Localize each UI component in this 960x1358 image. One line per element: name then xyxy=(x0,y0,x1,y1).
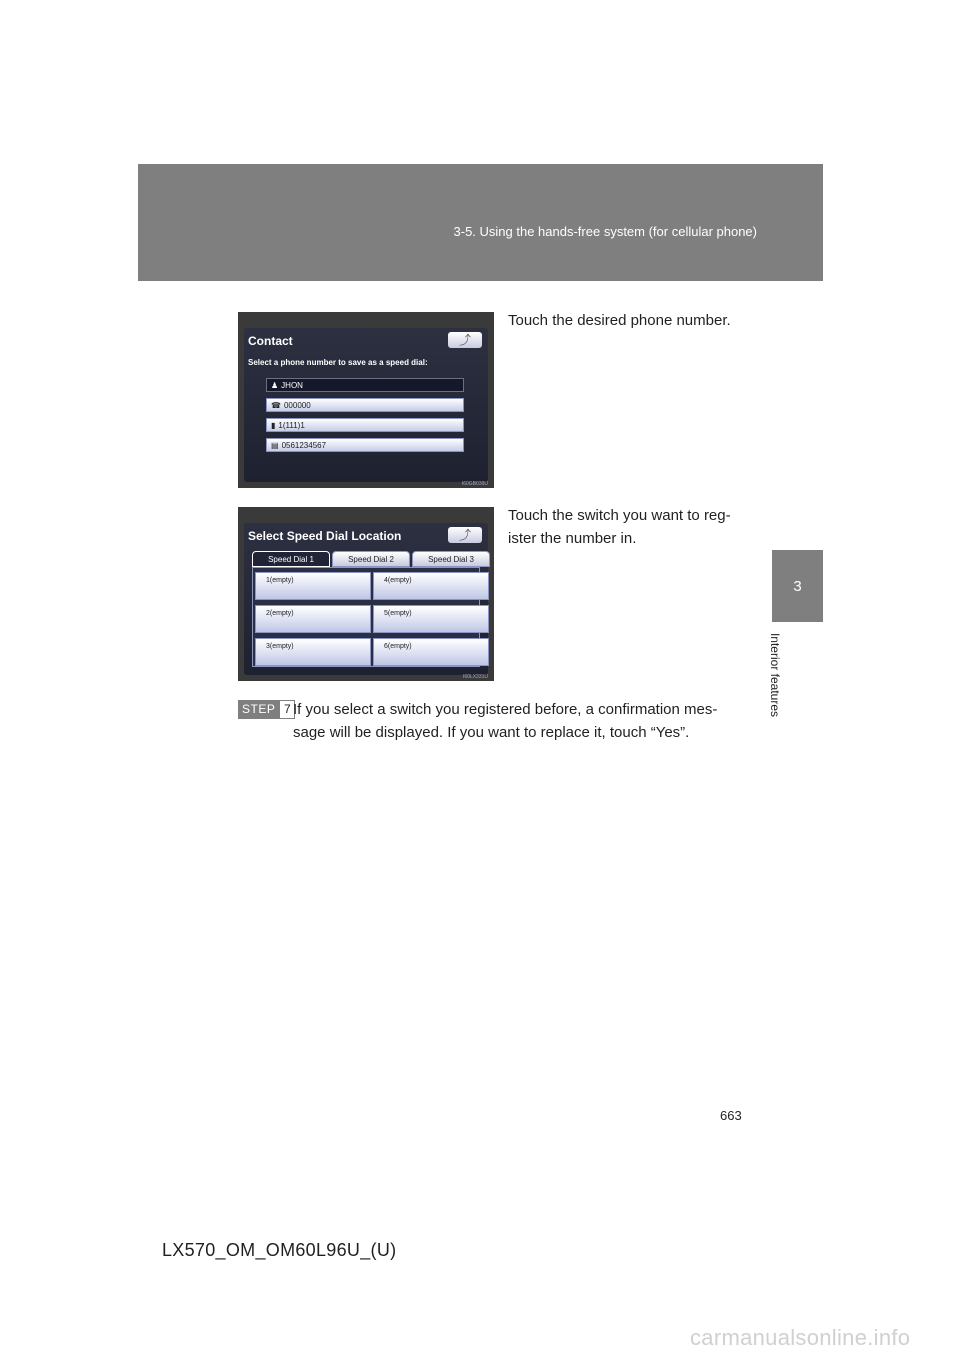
chapter-number: 3 xyxy=(793,578,802,595)
document-code: LX570_OM_OM60L96U_(U) xyxy=(162,1240,397,1260)
back-arrow-icon[interactable]: ⤴ xyxy=(448,527,482,543)
page-number: 663 xyxy=(720,1108,742,1123)
speed-dial-button-2[interactable]: 2(empty) xyxy=(255,605,371,633)
contact-name-row[interactable] xyxy=(266,378,464,392)
text-line: ister the number in. xyxy=(508,530,637,547)
speed-dial-button-1[interactable]: 1(empty) xyxy=(255,572,371,600)
screen-frame xyxy=(244,328,488,482)
step-6-text xyxy=(508,504,731,550)
phone-number-row[interactable] xyxy=(266,418,464,432)
site-watermark[interactable]: carmanualsonline.info xyxy=(690,1325,911,1350)
chapter-label: Interior features xyxy=(768,632,782,718)
speed-dial-screen-image xyxy=(238,507,494,681)
section-title: 3-5. Using the hands-free system (for cellular phone) xyxy=(453,224,757,239)
tab-speed-dial-2[interactable]: Speed Dial 2 xyxy=(332,551,410,567)
row-label: JHON xyxy=(281,381,303,390)
phone-number-row[interactable] xyxy=(266,398,464,412)
step-word: STEP xyxy=(242,702,276,716)
screen-frame xyxy=(244,523,488,675)
row-label: 1(111)1 xyxy=(278,421,305,430)
phone-number-row[interactable] xyxy=(266,438,464,452)
step-7-text xyxy=(293,698,717,744)
person-icon: ♟ xyxy=(271,381,279,390)
other-phone-icon: ▤ xyxy=(271,441,279,450)
speed-dial-panel xyxy=(252,567,480,667)
speed-dial-button-5[interactable]: 5(empty) xyxy=(373,605,489,633)
contact-screen-image xyxy=(238,312,494,488)
row-label: 0561234567 xyxy=(281,441,327,450)
mobile-phone-icon: ▮ xyxy=(271,421,276,430)
text-line: sage will be displayed. If you want to replace it, touch “Yes”. xyxy=(293,724,690,741)
speed-dial-button-3[interactable]: 3(empty) xyxy=(255,638,371,666)
text-line: If you select a switch you registered before, a confirmation mes- xyxy=(293,701,718,718)
step-7-badge xyxy=(238,700,295,719)
image-code: I60GB039U xyxy=(461,481,488,487)
step-number: 7 xyxy=(280,701,294,718)
screen-title: Select Speed Dial Location xyxy=(248,529,402,543)
screen-title: Contact xyxy=(248,334,293,348)
home-phone-icon: ☎ xyxy=(271,401,281,410)
row-label: 000000 xyxy=(283,401,311,410)
step-5-text: Touch the desired phone number. xyxy=(508,312,731,329)
back-arrow-icon[interactable]: ⤴ xyxy=(448,332,482,348)
screen-prompt: Select a phone number to save as a speed dial: xyxy=(248,358,428,367)
speed-dial-button-6[interactable]: 6(empty) xyxy=(373,638,489,666)
speed-dial-button-4[interactable]: 4(empty) xyxy=(373,572,489,600)
tab-speed-dial-1[interactable]: Speed Dial 1 xyxy=(252,551,330,567)
image-code: I60LX331U xyxy=(462,674,488,680)
tab-speed-dial-3[interactable]: Speed Dial 3 xyxy=(412,551,490,567)
header-band xyxy=(138,164,823,281)
text-line: Touch the switch you want to reg- xyxy=(508,507,731,524)
